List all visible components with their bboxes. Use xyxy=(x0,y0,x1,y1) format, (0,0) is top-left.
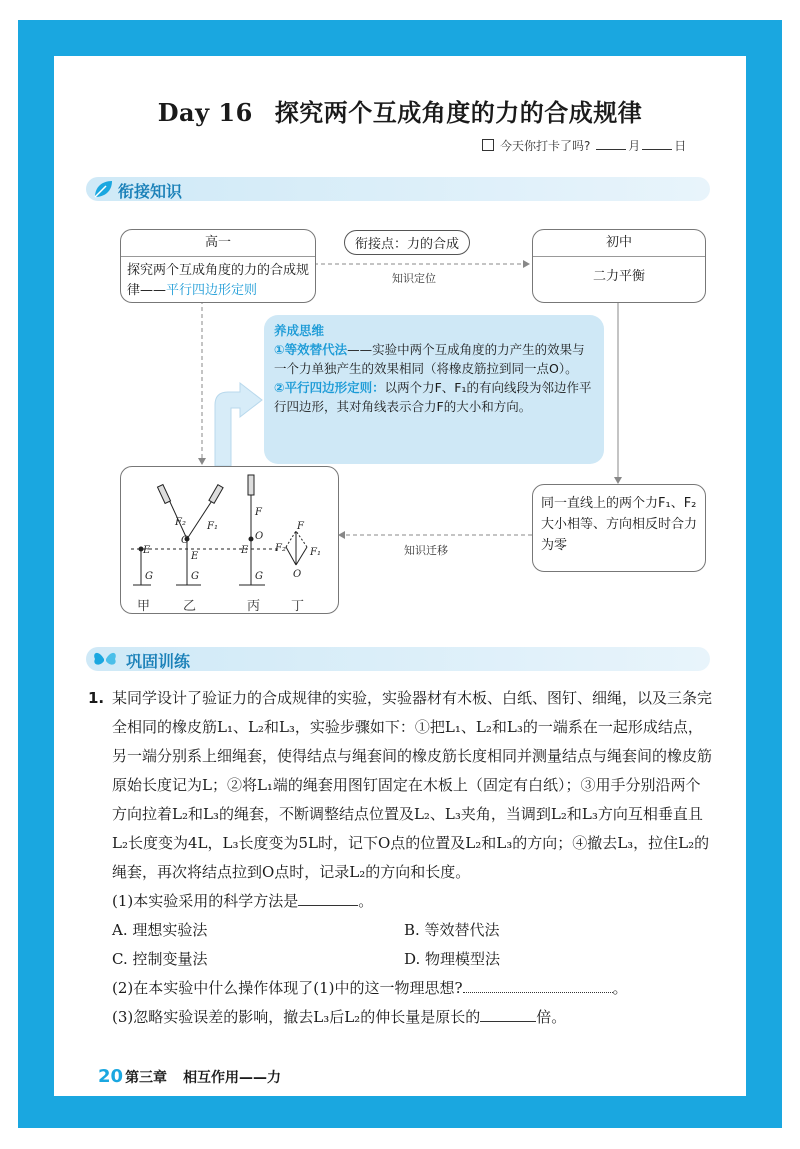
pos-label: 知识定位 xyxy=(392,272,436,285)
svg-text:O: O xyxy=(181,535,190,546)
footer-chapter: 第三章 xyxy=(125,1070,168,1086)
answer-blank-1[interactable] xyxy=(298,905,358,906)
box-collinear xyxy=(532,484,706,572)
footer-title: 相互作用——力 xyxy=(183,1070,282,1086)
thinking-panel xyxy=(264,315,604,464)
sub-question-3 xyxy=(112,1003,712,1032)
svg-text:E: E xyxy=(143,545,151,556)
answer-blank-3[interactable] xyxy=(480,1021,536,1022)
sub1-end: 。 xyxy=(358,892,374,910)
option-b[interactable]: B. 等效替代法 xyxy=(404,921,500,939)
box-middle-school xyxy=(532,229,706,303)
left-body-text: 探究两个互成角度的力的合成规律—— xyxy=(127,263,310,298)
collinear-text: 同一直线上的两个力F₁、F₂大小相等、方向相反时合力为零 xyxy=(541,496,698,553)
box-head-middle: 初中 xyxy=(533,230,705,257)
svg-text:F₁: F₁ xyxy=(207,521,218,532)
checkin-text: 今天你打卡了吗? xyxy=(500,139,591,153)
answer-blank-2[interactable] xyxy=(463,992,613,993)
box-head-high: 高一 xyxy=(121,230,315,257)
box-high-school xyxy=(120,229,316,303)
section-bar-practice xyxy=(86,647,710,671)
fig-label-a: 甲 xyxy=(137,599,151,614)
option-d[interactable]: D. 物理模型法 xyxy=(404,950,501,968)
sub1-text: (1)本实验采用的科学方法是 xyxy=(112,892,299,910)
think-item-1 xyxy=(274,340,594,378)
page-footer xyxy=(98,1066,281,1087)
title-topic: 探究两个互成角度的力的合成规律 xyxy=(274,98,643,127)
connect-tag: 衔接点：力的合成 xyxy=(344,230,470,255)
option-c[interactable]: C. 控制变量法 xyxy=(112,950,208,968)
options-row-2 xyxy=(112,945,712,974)
think-item-2 xyxy=(274,378,594,416)
svg-text:G: G xyxy=(191,571,199,582)
think-kw-2: ②平行四边形定则： xyxy=(274,380,385,395)
fig-label-b: 乙 xyxy=(183,599,197,614)
svg-text:E: E xyxy=(241,545,249,556)
box-body-high xyxy=(121,257,315,305)
sub-question-2 xyxy=(112,974,712,1003)
svg-text:G: G xyxy=(255,571,263,582)
frame-bottom xyxy=(18,1096,782,1128)
option-a[interactable]: A. 理想实验法 xyxy=(112,921,208,939)
day-label: 日 xyxy=(674,139,687,153)
section-label: 衔接知识 xyxy=(118,182,183,201)
experiment-drawing xyxy=(121,467,338,613)
left-body-highlight: 平行四边形定则 xyxy=(166,283,258,298)
svg-text:G: G xyxy=(145,571,153,582)
think-kw-1: ①等效替代法 xyxy=(274,342,348,357)
arrow-shape xyxy=(215,383,262,466)
box-body-middle: 二力平衡 xyxy=(592,269,645,284)
svg-text:F₂: F₂ xyxy=(175,517,186,528)
page-number: 20 xyxy=(98,1066,124,1087)
butterfly-icon xyxy=(92,649,118,669)
svg-text:O: O xyxy=(293,569,302,580)
question-1 xyxy=(88,684,712,1032)
sub3-text: (3)忽略实验误差的影响，撤去L₃后L₂的伸长量是原长的 xyxy=(112,1008,481,1026)
svg-text:O: O xyxy=(255,531,264,542)
think-title: 养成思维 xyxy=(274,323,325,338)
question-stem: 某同学设计了验证力的合成规律的实验，实验器材有木板、白纸、图钉、细绳，以及三条完全相同的橡皮筋L₁、L₂和L₃，实验步骤如下：①把L₁、L₂和L₃的一端系在一起形成结点，另一端分别系上细绳套，使得结点与绳套间的橡皮筋长度相同并测量结点与绳套间的橡皮筋原始长度记为L；②将L₁端的绳套用图钉固定在木板上（固定有白纸）；③用手分别沿两个方向拉着L₂和L₃的绳套，不断调整结点位置及L₂、L₃夹角，当调到L₂和L₃方向互相垂直且L₂长度变为4L，L₃长度变为5L时，记下O点的位置及L₂和L₃的方向；④撤去L₃，拉住L₂的绳套，再次将结点拉到O点时，记录L₂的方向和长度。 xyxy=(112,689,713,881)
sub2-end: 。 xyxy=(612,979,628,997)
title-day: Day 16 xyxy=(157,98,253,127)
month-label: 月 xyxy=(628,139,641,153)
svg-text:F₂: F₂ xyxy=(275,543,286,554)
fig-label-c: 丙 xyxy=(247,599,261,614)
svg-text:F₁: F₁ xyxy=(310,547,321,558)
svg-text:F: F xyxy=(255,507,262,518)
fig-label-d: 丁 xyxy=(291,599,305,614)
transfer-label: 知识迁移 xyxy=(404,544,448,557)
sub2-text: (2)在本实验中什么操作体现了(1)中的这一物理思想? xyxy=(112,979,463,997)
sub3-end: 倍。 xyxy=(536,1008,567,1026)
section-label: 巩固训练 xyxy=(126,652,191,671)
sub-question-1 xyxy=(112,887,712,916)
svg-text:E: E xyxy=(191,551,199,562)
question-number: 1. xyxy=(88,689,105,707)
think-text-2: 以两个力F、F₁的有向线段为邻边作平行四边形，其对角线表示合力F的大小和方向。 xyxy=(274,380,592,414)
svg-text:F: F xyxy=(297,521,304,532)
experiment-figure xyxy=(120,466,339,614)
options-row-1 xyxy=(112,916,712,945)
think-text-1: ——实验中两个互成角度的力产生的效果与一个力单独产生的效果相同（将橡皮筋拉到同一点O）。 xyxy=(274,342,585,376)
